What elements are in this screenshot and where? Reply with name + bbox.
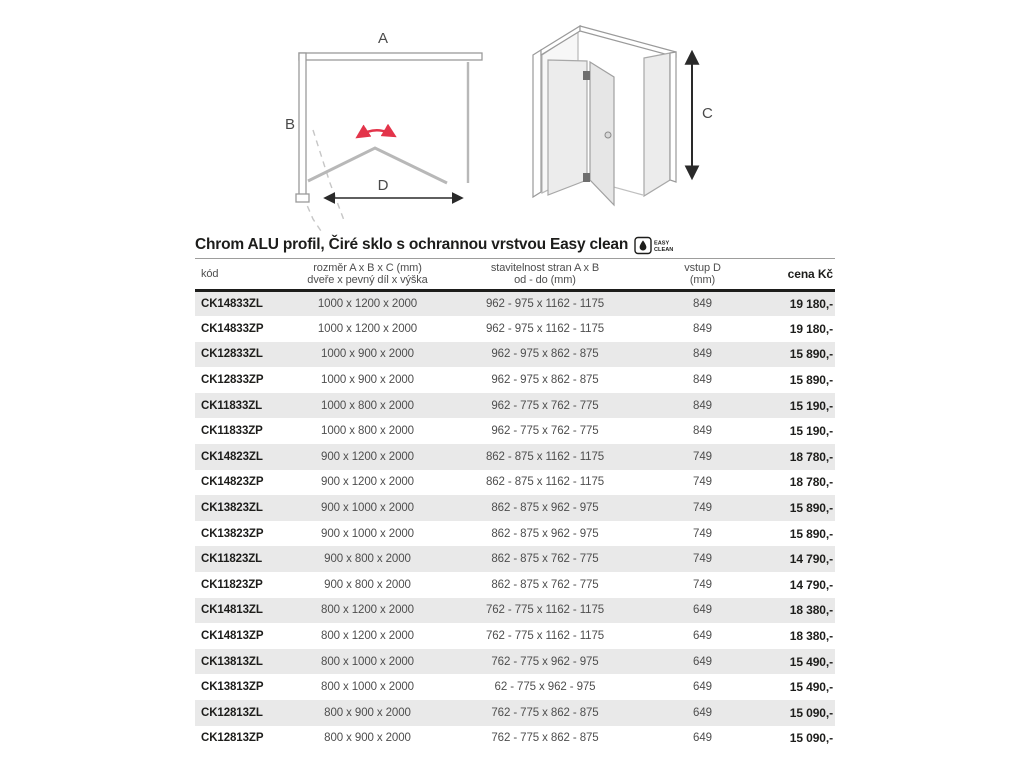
easy-clean-badge-graphic <box>634 236 678 255</box>
cell-stavitelnost: 62 - 775 x 962 - 975 <box>494 681 596 694</box>
cell-vstup: 849 <box>650 291 755 317</box>
dim-label-a: A <box>377 30 389 47</box>
door-knob-icon <box>605 132 611 138</box>
persp-right-profile <box>670 52 676 182</box>
cell-stavitelnost: 962 - 975 x 1162 - 1175 <box>485 322 605 335</box>
cell-cena: 15 890,- <box>755 495 835 521</box>
cell-kod: CK13823ZP <box>201 527 264 540</box>
cell-stavitelnost: 762 - 775 x 962 - 975 <box>440 649 650 675</box>
table-row <box>195 444 835 470</box>
header-kod: kód <box>201 268 219 280</box>
plan-view-diagram <box>283 23 497 235</box>
cell-stavitelnost: 962 - 975 x 1162 - 1175 <box>440 291 650 317</box>
header-cena: cena Kč <box>787 267 833 281</box>
cell-vstup: 649 <box>650 649 755 675</box>
cell-vstup: 849 <box>693 425 712 438</box>
persp-door-panel-1 <box>548 60 587 195</box>
cell-rozmer: 800 x 1000 x 2000 <box>295 649 440 675</box>
cell-rozmer: 1000 x 900 x 2000 <box>295 342 440 368</box>
cell-vstup: 749 <box>693 578 712 591</box>
cell-cena: 14 790,- <box>789 577 833 592</box>
table-row <box>195 367 835 393</box>
cell-cena: 18 780,- <box>789 475 833 490</box>
table-row <box>195 572 835 598</box>
cell-cena: 15 890,- <box>755 342 835 368</box>
price-table-body <box>195 291 835 752</box>
table-row <box>195 291 835 317</box>
cell-stavitelnost: 862 - 875 x 1162 - 1175 <box>485 476 605 489</box>
cell-rozmer: 800 x 1000 x 2000 <box>321 681 414 694</box>
table-row <box>195 521 835 547</box>
product-title: Chrom ALU profil, Čiré sklo s ochrannou vrstvou Easy clean <box>195 236 629 253</box>
cell-vstup: 849 <box>693 374 712 387</box>
cell-cena: 14 790,- <box>755 546 835 572</box>
cell-vstup: 649 <box>693 681 712 694</box>
hinge-icon-top <box>583 71 590 80</box>
cell-rozmer: 900 x 1200 x 2000 <box>295 444 440 470</box>
cell-vstup: 749 <box>693 527 712 540</box>
plan-left-profile-foot <box>296 194 309 202</box>
cell-rozmer: 1000 x 800 x 2000 <box>295 393 440 419</box>
cell-cena: 15 890,- <box>789 373 833 388</box>
cell-vstup: 649 <box>650 598 755 624</box>
swing-arrow-icon <box>359 130 393 136</box>
cell-kod: CK11823ZP <box>201 578 263 591</box>
cell-kod: CK11823ZL <box>195 546 295 572</box>
cell-cena: 15 090,- <box>755 700 835 726</box>
cell-rozmer: 800 x 1200 x 2000 <box>295 598 440 624</box>
badge-text-line1: EASY <box>654 239 670 246</box>
dim-label-c: C <box>702 105 713 122</box>
cell-stavitelnost: 762 - 775 x 862 - 875 <box>491 732 599 745</box>
cell-vstup: 749 <box>650 444 755 470</box>
cell-stavitelnost: 962 - 775 x 762 - 775 <box>491 425 599 438</box>
cell-rozmer: 800 x 900 x 2000 <box>324 732 411 745</box>
table-row <box>195 546 835 572</box>
cell-rozmer: 800 x 900 x 2000 <box>295 700 440 726</box>
cell-stavitelnost: 962 - 775 x 762 - 775 <box>440 393 650 419</box>
cell-rozmer: 1000 x 1200 x 2000 <box>317 322 418 335</box>
table-row <box>195 674 835 700</box>
badge-text-line2: CLEAN <box>654 246 674 253</box>
cell-stavitelnost: 862 - 875 x 762 - 775 <box>440 546 650 572</box>
cell-vstup: 849 <box>650 342 755 368</box>
perspective-view-diagram <box>523 16 729 226</box>
persp-left-profile <box>533 50 541 197</box>
cell-rozmer: 1000 x 1200 x 2000 <box>295 291 440 317</box>
cell-cena: 18 380,- <box>789 629 833 644</box>
dim-label-b: B <box>284 116 296 133</box>
cell-cena: 15 890,- <box>789 526 833 541</box>
cell-vstup: 649 <box>693 732 712 745</box>
plan-left-profile <box>299 53 306 198</box>
table-row <box>195 316 835 342</box>
cell-vstup: 749 <box>650 495 755 521</box>
persp-top-rail-right <box>580 26 676 57</box>
cell-kod: CK12813ZL <box>195 700 295 726</box>
cell-cena: 15 190,- <box>789 424 833 439</box>
table-row <box>195 342 835 368</box>
plan-top-profile <box>299 53 482 60</box>
price-table <box>195 258 835 751</box>
cell-stavitelnost: 962 - 975 x 862 - 875 <box>491 374 599 387</box>
table-row <box>195 649 835 675</box>
cell-stavitelnost: 862 - 875 x 1162 - 1175 <box>440 444 650 470</box>
title-row <box>195 233 835 257</box>
cell-cena: 19 180,- <box>789 321 833 336</box>
easy-clean-badge <box>634 236 678 255</box>
dim-label-d: D <box>377 177 389 194</box>
cell-rozmer: 900 x 800 x 2000 <box>295 546 440 572</box>
table-row <box>195 623 835 649</box>
cell-rozmer: 800 x 1200 x 2000 <box>321 630 414 643</box>
header-rozmer: rozměr A x B x C (mm) dveře x pevný díl x výška <box>307 262 428 286</box>
table-row <box>195 700 835 726</box>
cell-rozmer: 900 x 1000 x 2000 <box>321 527 414 540</box>
cell-rozmer: 900 x 800 x 2000 <box>324 578 411 591</box>
cell-stavitelnost: 862 - 875 x 962 - 975 <box>440 495 650 521</box>
cell-stavitelnost: 862 - 875 x 762 - 775 <box>491 578 599 591</box>
cell-vstup: 649 <box>693 630 712 643</box>
cell-stavitelnost: 762 - 775 x 1162 - 1175 <box>485 630 605 643</box>
cell-cena: 15 090,- <box>789 731 833 746</box>
cell-stavitelnost: 862 - 875 x 962 - 975 <box>491 527 599 540</box>
cell-cena: 15 490,- <box>789 680 833 695</box>
cell-cena: 15 190,- <box>755 393 835 419</box>
cell-kod: CK13813ZL <box>195 649 295 675</box>
price-table-header <box>195 259 835 291</box>
cell-kod: CK13823ZL <box>195 495 295 521</box>
cell-vstup: 749 <box>693 476 712 489</box>
cell-vstup: 649 <box>650 700 755 726</box>
cell-kod: CK12833ZL <box>195 342 295 368</box>
cell-cena: 15 490,- <box>755 649 835 675</box>
cell-rozmer: 900 x 1000 x 2000 <box>295 495 440 521</box>
cell-kod: CK14823ZP <box>201 476 264 489</box>
cell-cena: 18 780,- <box>755 444 835 470</box>
cell-kod: CK14813ZP <box>201 630 264 643</box>
cell-cena: 18 380,- <box>755 598 835 624</box>
table-row <box>195 393 835 419</box>
cell-kod: CK12813ZP <box>201 732 264 745</box>
cell-kod: CK11833ZP <box>201 425 263 438</box>
cell-kod: CK14823ZL <box>195 444 295 470</box>
persp-fixed-panel <box>644 53 670 196</box>
table-row <box>195 495 835 521</box>
cell-vstup: 849 <box>693 322 712 335</box>
cell-vstup: 849 <box>650 393 755 419</box>
cell-rozmer: 900 x 1200 x 2000 <box>321 476 414 489</box>
cell-kod: CK11833ZL <box>195 393 295 419</box>
cell-rozmer: 1000 x 900 x 2000 <box>321 374 414 387</box>
table-row <box>195 418 835 444</box>
table-row <box>195 470 835 496</box>
header-vstup: vstup D (mm) <box>684 262 721 286</box>
cell-stavitelnost: 762 - 775 x 862 - 875 <box>440 700 650 726</box>
cell-vstup: 749 <box>650 546 755 572</box>
table-row <box>195 726 835 752</box>
cell-stavitelnost: 762 - 775 x 1162 - 1175 <box>440 598 650 624</box>
header-stavitelnost: stavitelnost stran A x B od - do (mm) <box>490 262 600 286</box>
cell-cena: 19 180,- <box>755 291 835 317</box>
cell-kod: CK14833ZP <box>201 322 264 335</box>
cell-stavitelnost: 962 - 975 x 862 - 875 <box>440 342 650 368</box>
hinge-icon-bottom <box>583 173 590 182</box>
cell-kod: CK14813ZL <box>195 598 295 624</box>
cell-rozmer: 1000 x 800 x 2000 <box>321 425 414 438</box>
table-row <box>195 598 835 624</box>
cell-kod: CK13813ZP <box>201 681 264 694</box>
cell-kod: CK14833ZL <box>195 291 295 317</box>
cell-kod: CK12833ZP <box>201 374 264 387</box>
